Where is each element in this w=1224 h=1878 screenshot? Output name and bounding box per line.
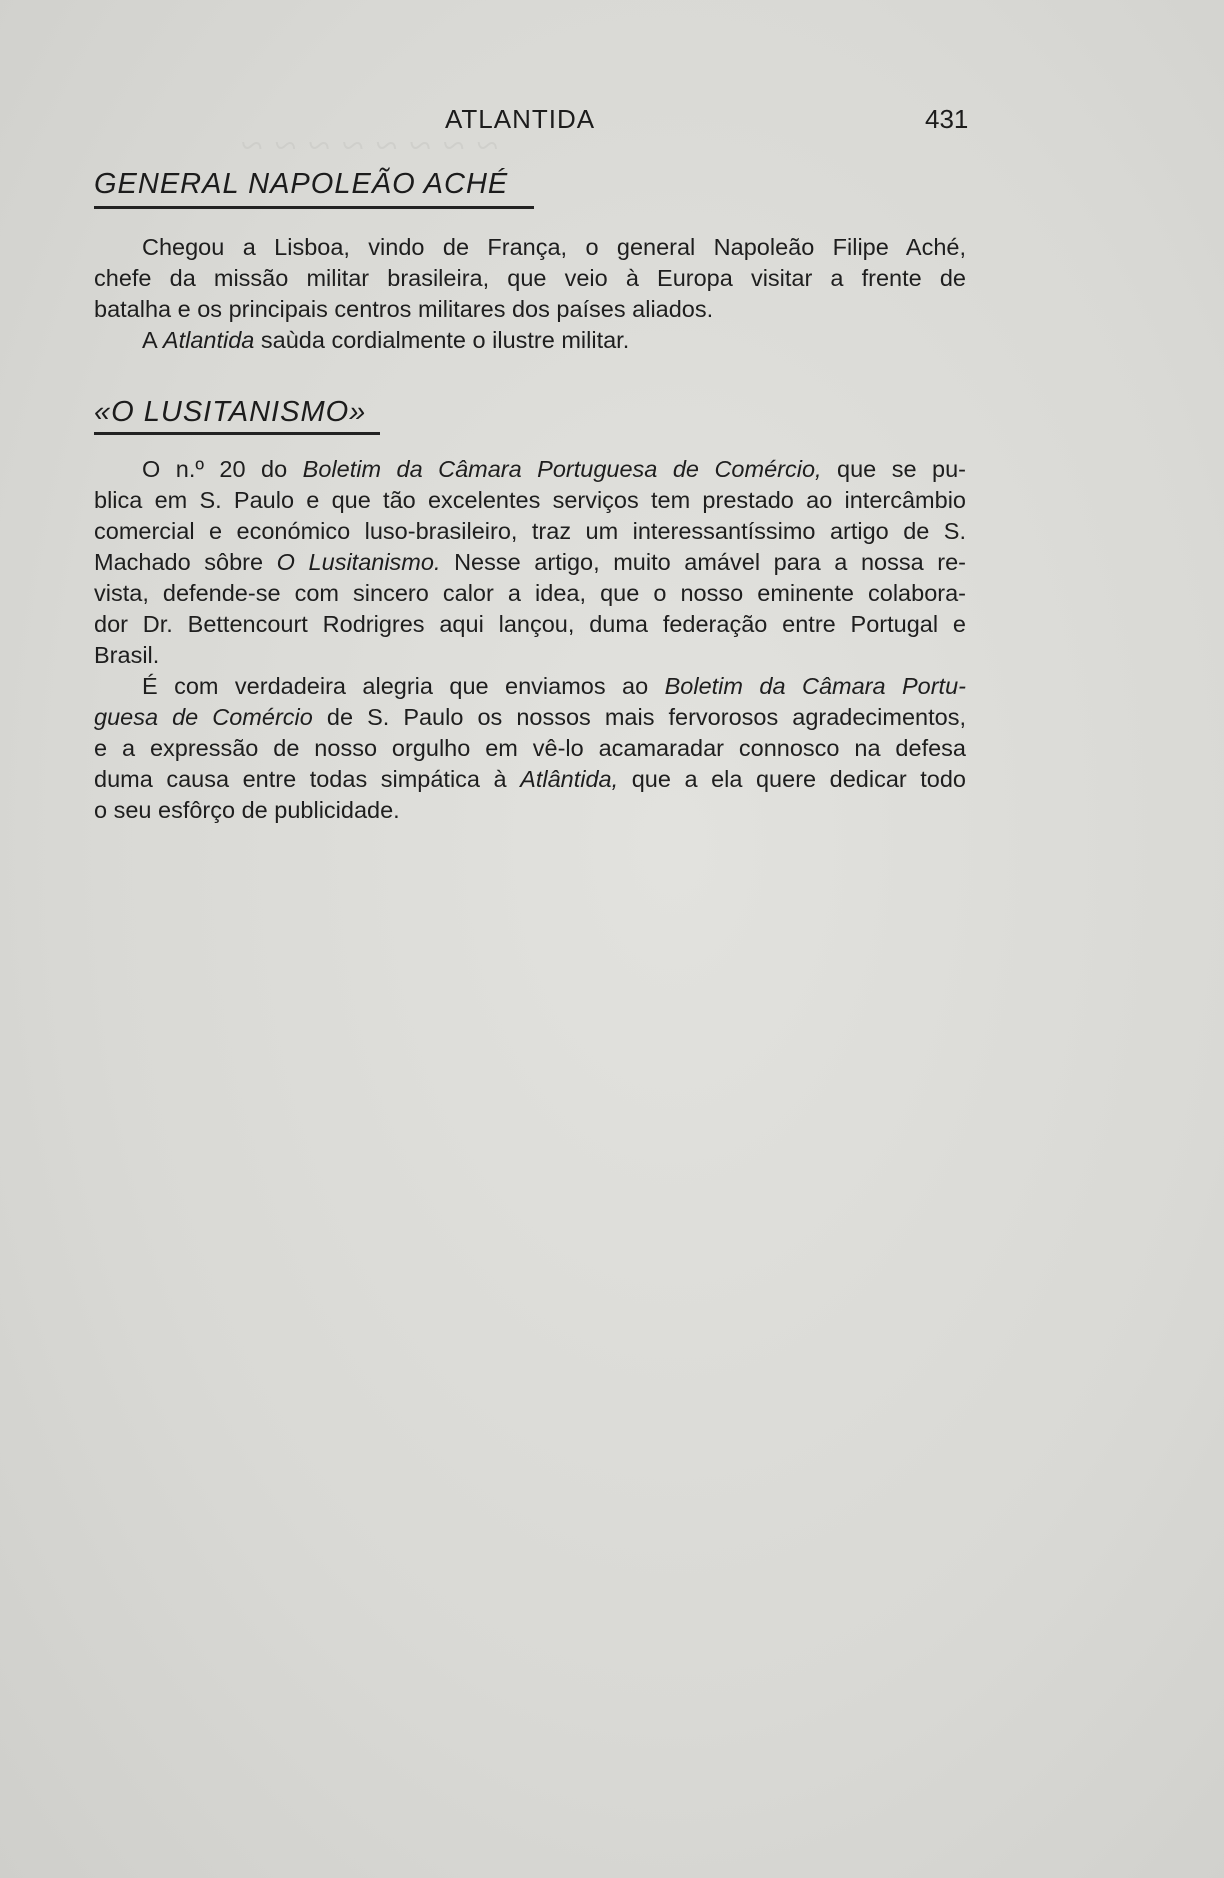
text-line — [94, 325, 966, 356]
text-line — [94, 454, 966, 485]
text-span: O n.º 20 do — [142, 456, 303, 482]
page-header — [0, 104, 1224, 144]
text-span: duma causa entre todas simpática à — [94, 766, 521, 792]
italic-span: O Lusitanismo. — [276, 549, 441, 575]
text-span: É com verdadeira alegria que enviamos ao — [142, 673, 665, 699]
text-span: saùda cordialmente o ilustre militar. — [254, 327, 630, 353]
text-line: Chegou a Lisboa, vindo de França, o general Napoleão Filipe Aché, — [142, 234, 966, 260]
text-line — [94, 702, 966, 733]
text-line: dor Dr. Bettencourt Rodrigres aqui lançou, duma federação entre Portugal e — [94, 611, 966, 637]
text-span: de S. Paulo os nossos mais fervorosos agradecimentos, — [312, 704, 966, 730]
text-line — [94, 764, 966, 795]
text-span: Nesse artigo, muito amável para a nossa re- — [440, 549, 966, 575]
italic-span: guesa de Comércio — [94, 704, 313, 730]
text-line: vista, defende-se com sincero calor a idea, que o nosso eminente colabora- — [94, 580, 966, 606]
text-span: que a ela quere dedicar todo — [618, 766, 967, 792]
italic-span: Atlântida, — [520, 766, 619, 792]
article-2-paragraph-2 — [94, 671, 966, 826]
italic-span: Boletim da Câmara Portuguesa de Comércio, — [302, 456, 822, 482]
text-line — [94, 671, 966, 702]
running-title: ATLANTIDA — [445, 104, 596, 134]
text-span: que se pu- — [821, 456, 966, 482]
text-line: chefe da missão militar brasileira, que veio à Europa visitar a frente de — [94, 265, 966, 291]
text-line: comercial e económico luso-brasileiro, traz um interessantíssimo artigo de S. — [94, 518, 966, 544]
page-number: 431 — [925, 104, 969, 134]
title-underline — [94, 432, 380, 435]
italic-span: Atlantida — [162, 327, 255, 353]
article-title-lusitanismo: «O LUSITANISMO» — [94, 396, 367, 428]
article-title-napoleao-ache: GENERAL NAPOLEÃO ACHÉ — [94, 168, 509, 200]
article-1-paragraph — [94, 232, 966, 356]
show-through-texture: ~ ~ ~ ~ ~ ~ ~ ~ — [240, 123, 499, 168]
text-line: blica em S. Paulo e que tão excelentes serviços tem prestado ao intercâmbio — [94, 487, 966, 513]
text-span: A — [142, 327, 163, 353]
text-line: e a expressão de nosso orgulho em vê-lo acamaradar connosco na defesa — [94, 735, 966, 761]
text-line: Brasil. — [94, 642, 160, 668]
text-line — [94, 547, 966, 578]
text-line: batalha e os principais centros militares dos países aliados. — [94, 296, 714, 322]
italic-span: Boletim da Câmara Portu- — [664, 673, 966, 699]
title-underline — [94, 206, 534, 209]
text-span: Machado sôbre — [94, 549, 277, 575]
article-2-paragraph-1 — [94, 454, 966, 671]
text-line: o seu esfôrço de publicidade. — [94, 797, 400, 823]
